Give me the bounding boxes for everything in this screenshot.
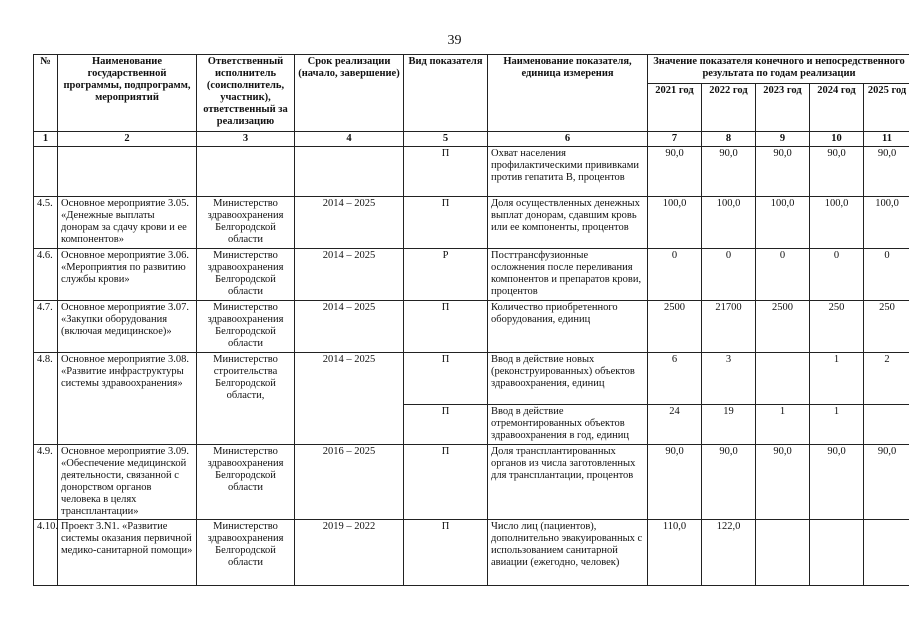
value-2023: 90,0 — [756, 147, 810, 197]
activity-name: Основное мероприятие 3.08. «Развитие инфраструктуры системы здравоохранения» — [58, 353, 197, 445]
header-row — [34, 55, 909, 84]
row-number: 4.7. — [34, 301, 58, 353]
indicator-type: П — [404, 197, 488, 249]
table-row — [34, 520, 909, 586]
header-year-2022: 2022 год — [702, 84, 756, 132]
value-2024: 100,0 — [810, 197, 864, 249]
executor: Министерство здравоохранения Белгородской области — [197, 249, 295, 301]
period: 2016 – 2025 — [295, 445, 404, 520]
row-number — [34, 147, 58, 197]
value-2022: 90,0 — [702, 445, 756, 520]
value-2023 — [756, 353, 810, 405]
column-number: 11 — [864, 132, 909, 147]
page-number: 39 — [447, 33, 462, 48]
activity-name — [58, 147, 197, 197]
column-number: 9 — [756, 132, 810, 147]
column-number: 7 — [648, 132, 702, 147]
value-2022: 19 — [702, 405, 756, 445]
value-2024: 90,0 — [810, 445, 864, 520]
activity-name: Основное мероприятие 3.07. «Закупки оборудования (включая медицинское)» — [58, 301, 197, 353]
row-number: 4.9. — [34, 445, 58, 520]
value-2023: 90,0 — [756, 445, 810, 520]
period — [295, 147, 404, 197]
indicator-type: П — [404, 520, 488, 586]
row-number: 4.6. — [34, 249, 58, 301]
indicator-name: Количество приобретенного оборудования, единиц — [488, 301, 648, 353]
value-2025: 2 — [864, 353, 909, 405]
row-number: 4.10. — [34, 520, 58, 586]
value-2022: 0 — [702, 249, 756, 301]
column-number: 10 — [810, 132, 864, 147]
row-number: 4.8. — [34, 353, 58, 445]
activity-name: Проект 3.N1. «Развитие системы оказания первичной медико-санитарной помощи» — [58, 520, 197, 586]
column-number: 1 — [34, 132, 58, 147]
column-number-row — [34, 132, 909, 147]
value-2024: 1 — [810, 353, 864, 405]
value-2025 — [864, 405, 909, 445]
value-2024: 1 — [810, 405, 864, 445]
indicator-type: П — [404, 405, 488, 445]
indicator-type: П — [404, 147, 488, 197]
header-period: Срок реализации (начало, завершение) — [295, 55, 404, 132]
value-2021: 100,0 — [648, 197, 702, 249]
column-number: 2 — [58, 132, 197, 147]
column-number: 5 — [404, 132, 488, 147]
column-number: 6 — [488, 132, 648, 147]
executor: Министерство строительства Белгородской области, — [197, 353, 295, 445]
value-2024: 90,0 — [810, 147, 864, 197]
executor: Министерство здравоохранения Белгородской области — [197, 197, 295, 249]
value-2021: 90,0 — [648, 147, 702, 197]
value-2021: 2500 — [648, 301, 702, 353]
value-2025: 100,0 — [864, 197, 909, 249]
column-number: 4 — [295, 132, 404, 147]
period: 2014 – 2025 — [295, 197, 404, 249]
executor: Министерство здравоохранения Белгородской области — [197, 445, 295, 520]
indicator-type: П — [404, 353, 488, 405]
table-row — [34, 147, 909, 197]
table-row — [34, 249, 909, 301]
value-2023: 1 — [756, 405, 810, 445]
header-indicator: Наименование показателя, единица измерения — [488, 55, 648, 132]
value-2023 — [756, 520, 810, 586]
indicator-name: Ввод в действие отремонтированных объектов здравоохранения в год, единиц — [488, 405, 648, 445]
value-2022: 21700 — [702, 301, 756, 353]
table-row — [34, 197, 909, 249]
value-2022: 90,0 — [702, 147, 756, 197]
activity-name: Основное мероприятие 3.05. «Денежные выплаты донорам за сдачу крови и ее компонентов» — [58, 197, 197, 249]
executor: Министерство здравоохранения Белгородской области — [197, 301, 295, 353]
value-2022: 100,0 — [702, 197, 756, 249]
value-2021: 24 — [648, 405, 702, 445]
header-year-2025: 2025 год — [864, 84, 909, 132]
executor: Министерство здравоохранения Белгородской области — [197, 520, 295, 586]
executor — [197, 147, 295, 197]
period: 2014 – 2025 — [295, 301, 404, 353]
header-year-2024: 2024 год — [810, 84, 864, 132]
value-2022: 122,0 — [702, 520, 756, 586]
table-row — [34, 301, 909, 353]
header-values-group: Значение показателя конечного и непосредственного результата по годам реализации — [648, 55, 909, 84]
row-number: 4.5. — [34, 197, 58, 249]
indicator-type: Р — [404, 249, 488, 301]
indicator-name: Число лиц (пациентов), дополнительно эвакуированных с использованием санитарной авиации (ежегодно, человек) — [488, 520, 648, 586]
column-number: 3 — [197, 132, 295, 147]
period: 2019 – 2022 — [295, 520, 404, 586]
value-2025: 250 — [864, 301, 909, 353]
indicator-name: Ввод в действие новых (реконструированных) объектов здравоохранения, единиц — [488, 353, 648, 405]
value-2025 — [864, 520, 909, 586]
value-2021: 90,0 — [648, 445, 702, 520]
indicator-name: Доля трансплантированных органов из числа заготовленных для трансплантации, процентов — [488, 445, 648, 520]
value-2021: 0 — [648, 249, 702, 301]
value-2021: 6 — [648, 353, 702, 405]
value-2025: 90,0 — [864, 147, 909, 197]
value-2024: 0 — [810, 249, 864, 301]
header-executor: Ответственный исполнитель (соисполнитель, участник), ответственный за реализацию — [197, 55, 295, 132]
indicator-name: Доля осуществленных денежных выплат донорам, сдавшим кровь или ее компоненты, процентов — [488, 197, 648, 249]
indicator-type: П — [404, 445, 488, 520]
period: 2014 – 2025 — [295, 249, 404, 301]
value-2023: 2500 — [756, 301, 810, 353]
activity-name: Основное мероприятие 3.09. «Обеспечение медицинской деятельности, связанной с донорством органов человека в целях трансплантации» — [58, 445, 197, 520]
value-2021: 110,0 — [648, 520, 702, 586]
header-no: № — [34, 55, 58, 132]
indicator-name: Посттрансфузионные осложнения после переливания компонентов и препаратов крови, процентов — [488, 249, 648, 301]
indicators-table — [33, 54, 909, 586]
header-name: Наименование государственной программы, подпрограмм, мероприятий — [58, 55, 197, 132]
value-2022: 3 — [702, 353, 756, 405]
value-2023: 100,0 — [756, 197, 810, 249]
value-2025: 0 — [864, 249, 909, 301]
indicator-type: П — [404, 301, 488, 353]
header-year-2023: 2023 год — [756, 84, 810, 132]
period: 2014 – 2025 — [295, 353, 404, 445]
table-row — [34, 353, 909, 405]
indicator-name: Охват населения профилактическими прививками против гепатита В, процентов — [488, 147, 648, 197]
table-row — [34, 445, 909, 520]
value-2024: 250 — [810, 301, 864, 353]
value-2023: 0 — [756, 249, 810, 301]
header-type: Вид показателя — [404, 55, 488, 132]
value-2024 — [810, 520, 864, 586]
column-number: 8 — [702, 132, 756, 147]
activity-name: Основное мероприятие 3.06. «Мероприятия по развитию службы крови» — [58, 249, 197, 301]
value-2025: 90,0 — [864, 445, 909, 520]
header-year-2021: 2021 год — [648, 84, 702, 132]
